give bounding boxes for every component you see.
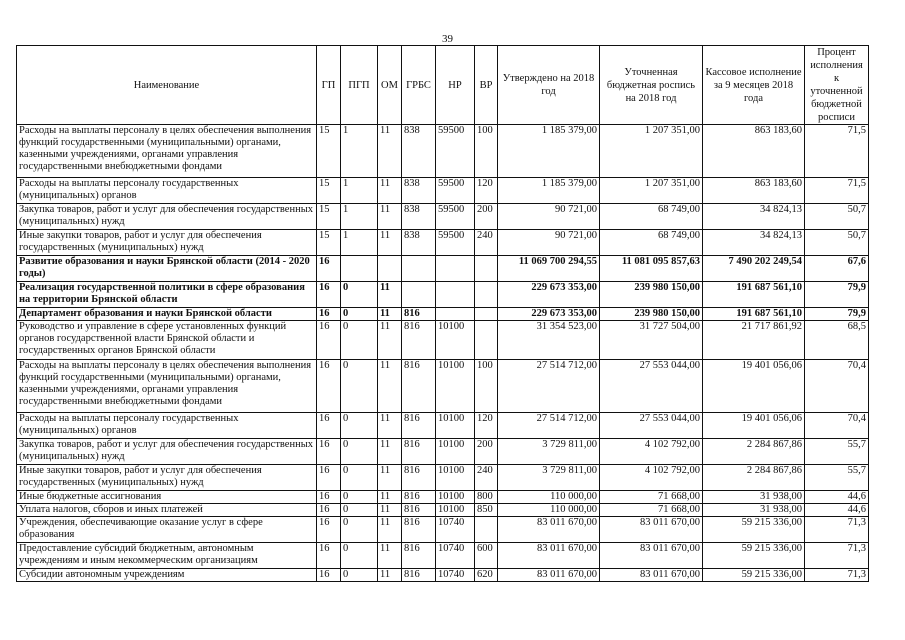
row-gp-cell: 16 <box>317 491 341 504</box>
row-om-cell: 11 <box>378 204 402 230</box>
row-name-cell: Уплата налогов, сборов и иных платежей <box>17 504 317 517</box>
row-refined-cell: 71 668,00 <box>600 504 703 517</box>
row-name-cell: Расходы на выплаты персоналу государственных (муниципальных) органов <box>17 413 317 439</box>
row-vr-cell <box>475 308 498 321</box>
header-vr: ВР <box>475 46 498 125</box>
row-om-cell: 11 <box>378 465 402 491</box>
row-approved-cell: 3 729 811,00 <box>498 465 600 491</box>
row-percent-cell: 71,3 <box>805 569 869 582</box>
row-gp-cell: 15 <box>317 230 341 256</box>
row-name-cell: Расходы на выплаты персоналу в целях обеспечения выполнения функций государственными (муниципальными) органами, казенными учреждениями, органами управления государственными внебюджетными фондами <box>17 125 317 178</box>
row-grbs-cell <box>402 282 436 308</box>
row-ppgp-cell: 1 <box>341 204 378 230</box>
row-om-cell: 11 <box>378 413 402 439</box>
row-ppgp-cell: 1 <box>341 178 378 204</box>
row-om-cell: 11 <box>378 321 402 360</box>
row-name-cell: Учреждения, обеспечивающие оказание услуг в сфере образования <box>17 517 317 543</box>
row-grbs-cell: 816 <box>402 569 436 582</box>
header-name: Наименование <box>17 46 317 125</box>
row-gp-cell: 16 <box>317 321 341 360</box>
row-grbs-cell: 816 <box>402 465 436 491</box>
row-name-cell: Руководство и управление в сфере установленных функций органов государственной власти Брянской области и государственных органов Брянской области <box>17 321 317 360</box>
row-percent-cell: 50,7 <box>805 230 869 256</box>
row-percent-cell: 55,7 <box>805 439 869 465</box>
row-vr-cell <box>475 282 498 308</box>
row-om-cell: 11 <box>378 517 402 543</box>
row-om-cell <box>378 256 402 282</box>
row-refined-cell: 83 011 670,00 <box>600 517 703 543</box>
row-percent-cell: 70,4 <box>805 360 869 413</box>
row-vr-cell <box>475 321 498 360</box>
row-cash-cell: 31 938,00 <box>703 504 805 517</box>
table-row <box>17 204 869 230</box>
row-percent-cell: 70,4 <box>805 413 869 439</box>
row-approved-cell: 27 514 712,00 <box>498 413 600 439</box>
row-refined-cell: 11 081 095 857,63 <box>600 256 703 282</box>
row-gp-cell: 16 <box>317 569 341 582</box>
row-om-cell: 11 <box>378 282 402 308</box>
row-cash-cell: 34 824,13 <box>703 230 805 256</box>
row-cash-cell: 34 824,13 <box>703 204 805 230</box>
row-refined-cell: 83 011 670,00 <box>600 569 703 582</box>
table-row <box>17 256 869 282</box>
budget-execution-table <box>16 45 869 582</box>
row-np-cell: 10100 <box>436 321 475 360</box>
row-ppgp-cell: 1 <box>341 230 378 256</box>
row-approved-cell: 27 514 712,00 <box>498 360 600 413</box>
row-percent-cell: 79,9 <box>805 282 869 308</box>
row-np-cell: 10740 <box>436 517 475 543</box>
row-approved-cell: 83 011 670,00 <box>498 569 600 582</box>
table-header-row <box>17 46 869 125</box>
table-row <box>17 504 869 517</box>
table-row <box>17 413 869 439</box>
header-np: НР <box>436 46 475 125</box>
row-name-cell: Расходы на выплаты персоналу в целях обеспечения выполнения функций государственными (муниципальными) органами, казенными учреждениями, органами управления государственными внебюджетными фондами <box>17 360 317 413</box>
row-np-cell: 10100 <box>436 413 475 439</box>
row-gp-cell: 16 <box>317 517 341 543</box>
row-refined-cell: 83 011 670,00 <box>600 543 703 569</box>
row-np-cell: 59500 <box>436 230 475 256</box>
row-percent-cell: 71,5 <box>805 125 869 178</box>
row-vr-cell <box>475 517 498 543</box>
row-ppgp-cell: 0 <box>341 517 378 543</box>
row-cash-cell: 2 284 867,86 <box>703 465 805 491</box>
row-ppgp-cell: 0 <box>341 504 378 517</box>
row-ppgp-cell: 0 <box>341 360 378 413</box>
row-approved-cell: 31 354 523,00 <box>498 321 600 360</box>
table-row <box>17 360 869 413</box>
row-name-cell: Развитие образования и науки Брянской области (2014 - 2020 годы) <box>17 256 317 282</box>
row-om-cell: 11 <box>378 178 402 204</box>
row-grbs-cell: 816 <box>402 413 436 439</box>
row-om-cell: 11 <box>378 308 402 321</box>
row-percent-cell: 67,6 <box>805 256 869 282</box>
row-np-cell: 10740 <box>436 543 475 569</box>
header-ppgp: ПГП <box>341 46 378 125</box>
row-ppgp-cell: 1 <box>341 125 378 178</box>
row-approved-cell: 90 721,00 <box>498 230 600 256</box>
row-gp-cell: 16 <box>317 360 341 413</box>
row-cash-cell: 863 183,60 <box>703 178 805 204</box>
row-cash-cell: 59 215 336,00 <box>703 569 805 582</box>
header-percent: Процент исполнения к уточненной бюджетной росписи <box>805 46 869 125</box>
table-row <box>17 569 869 582</box>
row-om-cell: 11 <box>378 504 402 517</box>
row-gp-cell: 16 <box>317 465 341 491</box>
row-grbs-cell: 816 <box>402 321 436 360</box>
row-grbs-cell: 816 <box>402 491 436 504</box>
table-body <box>17 125 869 582</box>
row-approved-cell: 229 673 353,00 <box>498 282 600 308</box>
row-refined-cell: 68 749,00 <box>600 204 703 230</box>
row-name-cell: Закупка товаров, работ и услуг для обеспечения государственных (муниципальных) нужд <box>17 439 317 465</box>
row-approved-cell: 229 673 353,00 <box>498 308 600 321</box>
row-cash-cell: 191 687 561,10 <box>703 308 805 321</box>
row-cash-cell: 59 215 336,00 <box>703 543 805 569</box>
row-grbs-cell: 816 <box>402 360 436 413</box>
row-grbs-cell: 838 <box>402 230 436 256</box>
row-approved-cell: 1 185 379,00 <box>498 178 600 204</box>
row-ppgp-cell: 0 <box>341 413 378 439</box>
header-grbs: ГРБС <box>402 46 436 125</box>
row-refined-cell: 239 980 150,00 <box>600 282 703 308</box>
row-name-cell: Иные бюджетные ассигнования <box>17 491 317 504</box>
row-name-cell: Реализация государственной политики в сфере образования на территории Брянской области <box>17 282 317 308</box>
table-row <box>17 543 869 569</box>
row-gp-cell: 16 <box>317 308 341 321</box>
row-np-cell: 10100 <box>436 504 475 517</box>
row-name-cell: Департамент образования и науки Брянской области <box>17 308 317 321</box>
table-row <box>17 321 869 360</box>
row-percent-cell: 68,5 <box>805 321 869 360</box>
row-vr-cell: 620 <box>475 569 498 582</box>
row-grbs-cell: 816 <box>402 517 436 543</box>
row-om-cell: 11 <box>378 439 402 465</box>
row-approved-cell: 83 011 670,00 <box>498 517 600 543</box>
table-row <box>17 465 869 491</box>
row-refined-cell: 239 980 150,00 <box>600 308 703 321</box>
row-ppgp-cell: 0 <box>341 282 378 308</box>
row-vr-cell: 200 <box>475 439 498 465</box>
row-ppgp-cell: 0 <box>341 439 378 465</box>
row-gp-cell: 16 <box>317 282 341 308</box>
row-percent-cell: 71,3 <box>805 517 869 543</box>
row-gp-cell: 15 <box>317 178 341 204</box>
row-grbs-cell: 838 <box>402 125 436 178</box>
row-gp-cell: 15 <box>317 125 341 178</box>
row-ppgp-cell: 0 <box>341 491 378 504</box>
header-approved: Утверждено на 2018 год <box>498 46 600 125</box>
row-np-cell: 10100 <box>436 439 475 465</box>
header-om: ОМ <box>378 46 402 125</box>
row-name-cell: Иные закупки товаров, работ и услуг для обеспечения государственных (муниципальных) нужд <box>17 230 317 256</box>
header-gp: ГП <box>317 46 341 125</box>
table-row <box>17 282 869 308</box>
row-grbs-cell: 816 <box>402 543 436 569</box>
row-approved-cell: 83 011 670,00 <box>498 543 600 569</box>
row-ppgp-cell: 0 <box>341 321 378 360</box>
row-cash-cell: 863 183,60 <box>703 125 805 178</box>
row-cash-cell: 7 490 202 249,54 <box>703 256 805 282</box>
row-cash-cell: 31 938,00 <box>703 491 805 504</box>
table-row <box>17 439 869 465</box>
row-np-cell <box>436 256 475 282</box>
row-ppgp-cell: 0 <box>341 465 378 491</box>
row-om-cell: 11 <box>378 543 402 569</box>
row-grbs-cell: 838 <box>402 178 436 204</box>
row-cash-cell: 2 284 867,86 <box>703 439 805 465</box>
row-np-cell <box>436 308 475 321</box>
row-percent-cell: 79,9 <box>805 308 869 321</box>
table-row <box>17 308 869 321</box>
row-percent-cell: 71,5 <box>805 178 869 204</box>
row-percent-cell: 44,6 <box>805 491 869 504</box>
row-approved-cell: 1 185 379,00 <box>498 125 600 178</box>
row-refined-cell: 1 207 351,00 <box>600 178 703 204</box>
row-vr-cell: 850 <box>475 504 498 517</box>
row-grbs-cell: 838 <box>402 204 436 230</box>
table-row <box>17 125 869 178</box>
row-percent-cell: 55,7 <box>805 465 869 491</box>
row-grbs-cell: 816 <box>402 504 436 517</box>
row-name-cell: Расходы на выплаты персоналу государственных (муниципальных) органов <box>17 178 317 204</box>
row-name-cell: Субсидии автономным учреждениям <box>17 569 317 582</box>
row-refined-cell: 31 727 504,00 <box>600 321 703 360</box>
row-vr-cell: 120 <box>475 178 498 204</box>
row-vr-cell: 600 <box>475 543 498 569</box>
row-name-cell: Предоставление субсидий бюджетным, автономным учреждениям и иным некоммерческим организациям <box>17 543 317 569</box>
row-gp-cell: 16 <box>317 256 341 282</box>
row-grbs-cell: 816 <box>402 439 436 465</box>
row-ppgp-cell <box>341 256 378 282</box>
row-ppgp-cell: 0 <box>341 543 378 569</box>
row-refined-cell: 27 553 044,00 <box>600 360 703 413</box>
header-refined: Уточненная бюджетная роспись на 2018 год <box>600 46 703 125</box>
row-cash-cell: 19 401 056,06 <box>703 360 805 413</box>
row-om-cell: 11 <box>378 491 402 504</box>
table-row <box>17 178 869 204</box>
row-cash-cell: 19 401 056,06 <box>703 413 805 439</box>
row-np-cell: 10740 <box>436 569 475 582</box>
row-np-cell: 10100 <box>436 491 475 504</box>
row-approved-cell: 110 000,00 <box>498 504 600 517</box>
row-om-cell: 11 <box>378 230 402 256</box>
row-om-cell: 11 <box>378 360 402 413</box>
row-vr-cell: 100 <box>475 360 498 413</box>
row-gp-cell: 16 <box>317 543 341 569</box>
row-grbs-cell: 816 <box>402 308 436 321</box>
row-np-cell: 59500 <box>436 178 475 204</box>
row-refined-cell: 4 102 792,00 <box>600 465 703 491</box>
table-row <box>17 230 869 256</box>
row-cash-cell: 191 687 561,10 <box>703 282 805 308</box>
row-percent-cell: 50,7 <box>805 204 869 230</box>
row-approved-cell: 3 729 811,00 <box>498 439 600 465</box>
row-name-cell: Иные закупки товаров, работ и услуг для обеспечения государственных (муниципальных) нужд <box>17 465 317 491</box>
row-vr-cell: 100 <box>475 125 498 178</box>
row-om-cell: 11 <box>378 125 402 178</box>
row-refined-cell: 71 668,00 <box>600 491 703 504</box>
row-refined-cell: 1 207 351,00 <box>600 125 703 178</box>
row-vr-cell: 200 <box>475 204 498 230</box>
row-approved-cell: 90 721,00 <box>498 204 600 230</box>
row-approved-cell: 110 000,00 <box>498 491 600 504</box>
table-row <box>17 517 869 543</box>
row-cash-cell: 59 215 336,00 <box>703 517 805 543</box>
table-row <box>17 491 869 504</box>
page-number: 39 <box>442 33 453 45</box>
header-cash: Кассовое исполнение за 9 месяцев 2018 года <box>703 46 805 125</box>
row-om-cell: 11 <box>378 569 402 582</box>
row-gp-cell: 15 <box>317 204 341 230</box>
row-vr-cell <box>475 256 498 282</box>
row-gp-cell: 16 <box>317 439 341 465</box>
row-refined-cell: 4 102 792,00 <box>600 439 703 465</box>
row-vr-cell: 240 <box>475 465 498 491</box>
row-percent-cell: 71,3 <box>805 543 869 569</box>
row-np-cell: 59500 <box>436 204 475 230</box>
row-name-cell: Закупка товаров, работ и услуг для обеспечения государственных (муниципальных) нужд <box>17 204 317 230</box>
row-gp-cell: 16 <box>317 504 341 517</box>
row-vr-cell: 120 <box>475 413 498 439</box>
row-refined-cell: 68 749,00 <box>600 230 703 256</box>
row-grbs-cell <box>402 256 436 282</box>
row-approved-cell: 11 069 700 294,55 <box>498 256 600 282</box>
row-ppgp-cell: 0 <box>341 569 378 582</box>
row-np-cell: 10100 <box>436 360 475 413</box>
row-gp-cell: 16 <box>317 413 341 439</box>
row-np-cell: 10100 <box>436 465 475 491</box>
row-refined-cell: 27 553 044,00 <box>600 413 703 439</box>
row-np-cell <box>436 282 475 308</box>
row-vr-cell: 800 <box>475 491 498 504</box>
row-np-cell: 59500 <box>436 125 475 178</box>
row-ppgp-cell: 0 <box>341 308 378 321</box>
row-percent-cell: 44,6 <box>805 504 869 517</box>
row-vr-cell: 240 <box>475 230 498 256</box>
row-cash-cell: 21 717 861,92 <box>703 321 805 360</box>
